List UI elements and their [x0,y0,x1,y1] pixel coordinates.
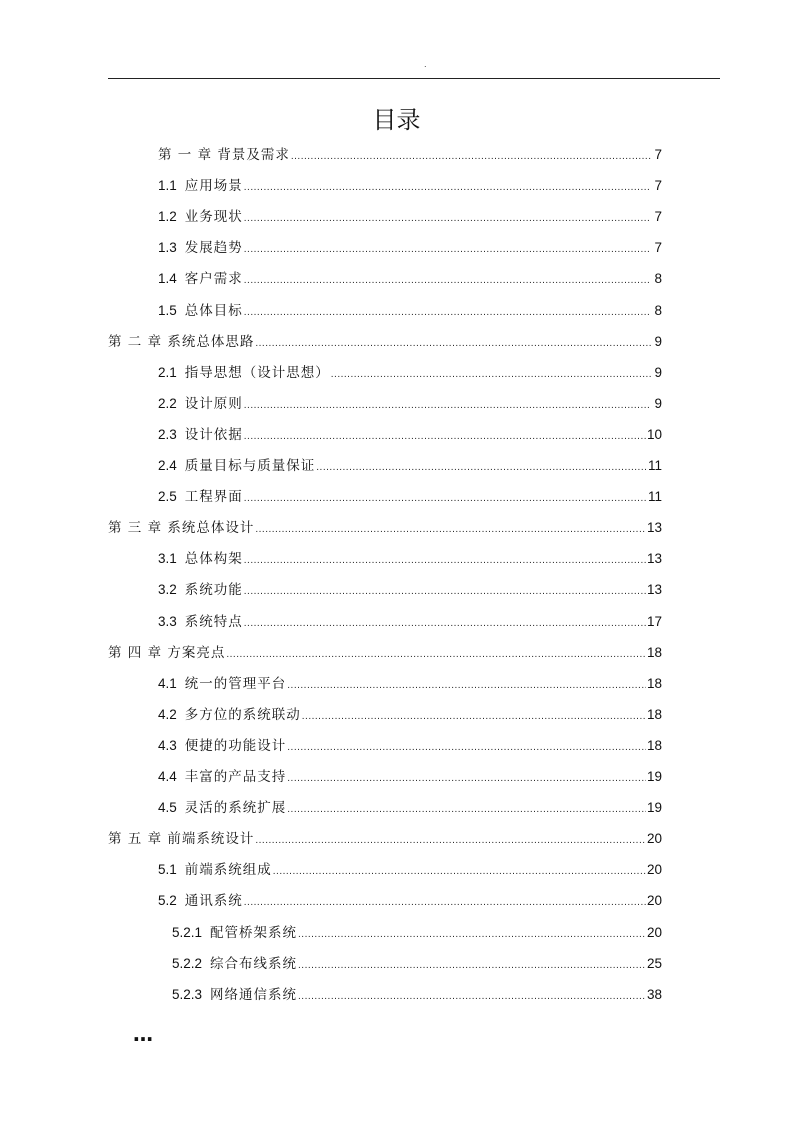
toc-entry-page: 7 [654,209,662,225]
toc-entry-label: 统一的管理平台 [184,675,287,692]
toc-entry[interactable] [158,206,662,228]
toc-entry[interactable] [172,922,662,944]
toc-entry-page: 18 [646,706,662,722]
dot-leader [244,488,647,510]
dot-leader [298,924,646,946]
toc-entry-label: 网络通信系统 [210,986,298,1003]
toc-entry-label: 多方位的系统联动 [184,706,301,723]
toc-entry-label: 第 二 章 系统总体思路 [108,333,255,350]
dot-leader [298,955,646,977]
toc-entry-page: 20 [646,893,662,909]
toc-entry[interactable] [158,486,662,508]
toc-entry-page: 20 [646,924,662,940]
toc-entry-number: 3.3 [158,613,177,629]
toc-entry-number: 1.3 [158,240,177,256]
header-mark: . [424,60,427,69]
toc-entry-number: 5.1 [158,862,177,878]
toc-entry-label: 综合布线系统 [210,955,298,972]
toc-entry-label: 系统特点 [184,613,243,630]
toc-entry[interactable] [158,455,662,477]
toc-entry[interactable] [172,984,662,1006]
toc-entry-label: 客户需求 [184,271,243,288]
toc-entry-page: 11 [647,458,662,473]
dot-leader [244,581,646,603]
dot-leader [244,550,646,572]
dot-leader [255,519,646,541]
toc-entry[interactable] [158,144,662,166]
toc-entry-page: 13 [646,520,662,536]
toc-entry-page: 7 [654,178,662,194]
toc-entry-number: 5.2.3 [172,986,203,1002]
dot-leader [273,861,646,883]
toc-entry[interactable] [158,673,662,695]
toc-entry-label: 质量目标与质量保证 [184,458,316,474]
toc-entry-label: 丰富的产品支持 [184,769,287,785]
toc-entry-label: 灵活的系统扩展 [184,800,287,817]
dot-leader [244,395,651,417]
toc-entry-page: 18 [646,737,662,753]
dot-leader [244,892,646,914]
toc-entry-label: 配管桥架系统 [210,924,298,941]
toc-entry[interactable] [158,704,662,726]
toc-entry-number: 4.5 [158,800,177,816]
toc-entry-page: 11 [647,489,662,505]
dot-leader [287,675,646,697]
toc-entry-label: 总体构架 [184,551,243,568]
toc-entry-page: 9 [654,333,662,349]
toc-entry[interactable] [158,611,662,633]
toc-entry-page: 20 [646,862,662,878]
toc-entry-page: 13 [646,551,662,567]
toc-entry-label: 工程界面 [184,489,243,506]
toc-entry-page: 9 [654,395,662,411]
toc-entry-page: 25 [646,955,662,971]
dot-leader [302,706,646,728]
dot-leader [255,830,646,852]
toc-entry[interactable] [158,300,662,322]
toc-entry-page: 7 [654,147,662,162]
toc-entry-page: 19 [646,769,662,784]
dot-leader [287,768,646,790]
toc-entry-page: 8 [654,302,662,318]
toc-entry-number: 2.1 [158,364,177,380]
toc-entry-label: 发展趋势 [184,240,243,257]
dot-leader [331,364,651,386]
toc-entry-number: 2.5 [158,489,177,505]
dot-leader [244,426,646,448]
toc-entry-number: 3.1 [158,551,177,567]
toc-entry-number: 2.2 [158,395,177,411]
toc-entry-number: 1.2 [158,209,177,225]
toc-entry-number: 1.1 [158,178,177,194]
toc-entry[interactable] [158,237,662,259]
toc-entry-page: 17 [646,613,662,629]
toc-entry-label: 第 五 章 前端系统设计 [108,831,255,848]
dot-leader [287,799,646,821]
toc-entry-label: 设计依据 [184,426,243,443]
toc-entry[interactable] [158,268,662,290]
toc-entry-page: 7 [654,240,662,256]
toc-entry-number: 4.2 [158,706,177,722]
toc-entry[interactable] [108,828,662,850]
header-rule [108,78,720,79]
toc-entry[interactable] [108,517,662,539]
toc-entry-label: 业务现状 [184,209,243,226]
toc-entry[interactable] [158,362,662,384]
toc-entry-page: 20 [646,831,662,847]
toc-entry-number: 5.2.1 [172,924,203,940]
toc-entry-label: 总体目标 [184,302,243,319]
toc-entry-page: 38 [646,986,662,1002]
toc-entry-label: 应用场景 [184,178,243,195]
continuation-ellipsis: … [133,1022,154,1046]
toc-entry-page: 18 [646,644,662,660]
toc-entry-number: 5.2 [158,893,177,909]
toc-entry[interactable] [158,890,662,912]
dot-leader [291,146,651,168]
toc-entry-page: 18 [646,675,662,691]
toc-entry[interactable] [108,642,662,664]
toc-entry-number: 4.3 [158,737,177,753]
toc-entry-number: 1.4 [158,271,177,287]
toc-entry-label: 指导思想（设计思想） [184,364,330,381]
toc-entry-number: 4.4 [158,769,177,784]
toc-entry[interactable] [158,393,662,415]
toc-entry-number: 3.2 [158,582,177,598]
toc-entry[interactable] [172,953,662,975]
toc-entry[interactable] [158,548,662,570]
toc-entry-page: 19 [646,800,662,816]
toc-entry[interactable] [108,331,662,353]
dot-leader [298,986,646,1008]
toc-entry[interactable] [158,797,662,819]
dot-leader [226,644,646,666]
toc-entry-number: 1.5 [158,302,177,318]
toc-entry-label: 系统功能 [184,582,243,599]
dot-leader [244,239,651,261]
dot-leader [255,333,651,355]
toc-entry-number: 2.3 [158,426,177,442]
toc-entry-number: 2.4 [158,458,177,473]
toc-entry-label: 设计原则 [184,395,243,412]
toc-entry[interactable] [158,766,662,788]
toc-entry-page: 8 [654,271,662,287]
dot-leader [244,177,651,199]
toc-entry-label: 第 三 章 系统总体设计 [108,520,255,537]
dot-leader [244,208,651,230]
toc-entry-page: 10 [646,426,662,442]
dot-leader [244,270,651,292]
toc-entry[interactable] [158,424,662,446]
dot-leader [316,457,647,479]
toc-entry-label: 前端系统组成 [184,862,272,879]
toc-entry-page: 13 [646,582,662,598]
toc-entry-label: 第 一 章 背景及需求 [158,147,290,163]
toc-entry-number: 5.2.2 [172,955,203,971]
toc-entry-label: 通讯系统 [184,893,243,910]
toc-entry-number: 4.1 [158,675,177,691]
toc-entry[interactable] [158,579,662,601]
toc-entry-label: 便捷的功能设计 [184,737,287,754]
dot-leader [287,737,646,759]
toc-entry[interactable] [158,859,662,881]
toc-entry-page: 9 [654,364,662,380]
page-title: 目录 [372,106,421,134]
toc-entry[interactable] [158,175,662,197]
dot-leader [244,302,651,324]
toc-entry[interactable] [158,735,662,757]
dot-leader [244,613,646,635]
toc-entry-label: 第 四 章 方案亮点 [108,644,226,661]
